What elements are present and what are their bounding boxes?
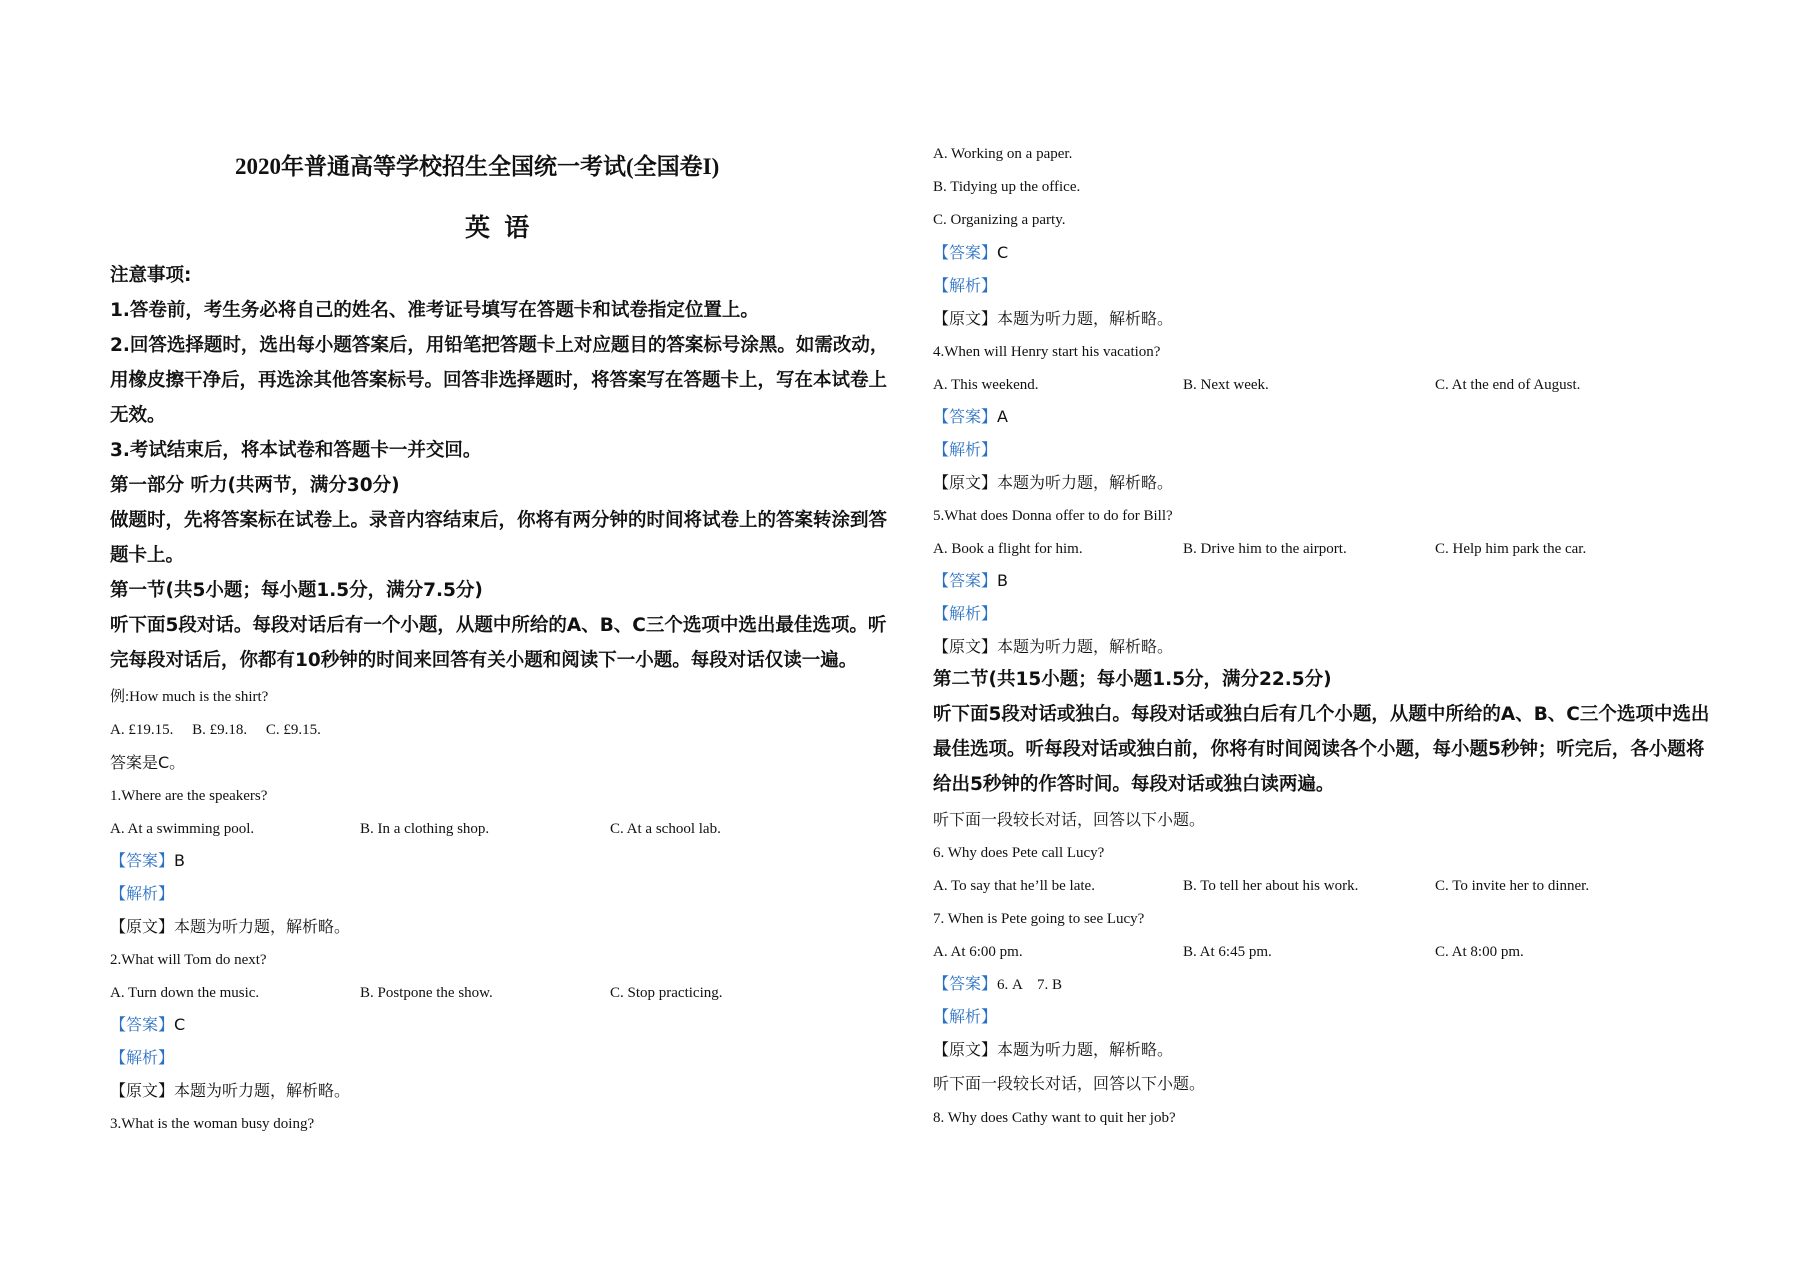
- original-text: 本题为听力题，解析略。: [174, 1081, 351, 1100]
- q1-stem: 1.Where are the speakers?: [110, 788, 268, 804]
- answer-value: 6. A 7. B: [997, 977, 1063, 993]
- q6-option-b: B. To tell her about his work.: [1183, 878, 1359, 894]
- q5-option-b: B. Drive him to the airport.: [1183, 541, 1347, 557]
- section2-instructions-line-1: 听下面5段对话或独白。每段对话或独白后有几个小题，从题中所给的A、B、C三个选项中选出: [933, 704, 1710, 725]
- original-label: 【原文】: [933, 309, 998, 328]
- notice-item-1: 1.答卷前，考生务必将自己的姓名、准考证号填写在答题卡和试卷指定位置上。: [110, 300, 759, 321]
- original-label: 【原文】: [933, 473, 998, 492]
- q5-stem: 5.What does Donna offer to do for Bill?: [933, 508, 1173, 524]
- q4-option-b: B. Next week.: [1183, 377, 1269, 393]
- example-options: A. £19.15. B. £9.18. C. £9.15.: [110, 722, 321, 738]
- answer-label: 【答案】: [933, 571, 998, 590]
- q4-option-a: A. This weekend.: [933, 377, 1039, 393]
- subject-title: 英 语: [465, 215, 534, 242]
- q7-option-c: C. At 8:00 pm.: [1435, 944, 1524, 960]
- notice-item-3: 3.考试结束后，将本试卷和答题卡一并交回。: [110, 440, 482, 461]
- answer-value: C: [174, 1015, 186, 1034]
- q6-7-answer: [933, 976, 1062, 993]
- notice-item-2-line-3: 无效。: [110, 405, 166, 426]
- exam-title: 2020年普通高等学校招生全国统一考试(全国卷I): [235, 154, 720, 179]
- q6-stem: 6. Why does Pete call Lucy?: [933, 845, 1105, 861]
- q7-option-b: B. At 6:45 pm.: [1183, 944, 1272, 960]
- q4-answer: [933, 409, 1008, 425]
- q5-analysis-label: 【解析】: [933, 604, 998, 623]
- dialog2-intro: 听下面一段较长对话，回答以下小题。: [933, 1074, 1206, 1093]
- example-question: 例:How much is the shirt?: [110, 689, 269, 705]
- section2-instructions-line-2: 最佳选项。听每段对话或独白前，你将有时间阅读各个小题，每小题5秒钟；听完后，各小题将: [933, 739, 1705, 760]
- q4-original: [933, 475, 1173, 491]
- q4-analysis-label: 【解析】: [933, 440, 998, 459]
- q6-7-analysis-label: 【解析】: [933, 1007, 998, 1026]
- original-text: 本题为听力题，解析略。: [174, 917, 351, 936]
- answer-label: 【答案】: [933, 974, 998, 993]
- original-label: 【原文】: [933, 1040, 998, 1059]
- q2-option-c: C. Stop practicing.: [610, 985, 723, 1001]
- q2-stem: 2.What will Tom do next?: [110, 952, 267, 968]
- q2-original: [110, 1083, 350, 1099]
- q3-analysis-label: 【解析】: [933, 276, 998, 295]
- original-text: 本题为听力题，解析略。: [997, 473, 1174, 492]
- part1-instructions-line-1: 做题时，先将答案标在试卷上。录音内容结束后，你将有两分钟的时间将试卷上的答案转涂到答: [110, 510, 888, 531]
- q1-option-c: C. At a school lab.: [610, 821, 721, 837]
- q3-original: [933, 311, 1173, 327]
- answer-label: 【答案】: [110, 1015, 175, 1034]
- q1-option-a: A. At a swimming pool.: [110, 821, 255, 837]
- original-label: 【原文】: [110, 917, 175, 936]
- q5-option-c: C. Help him park the car.: [1435, 541, 1587, 557]
- q6-7-original: [933, 1042, 1173, 1058]
- section1-instructions-line-2: 完每段对话后，你都有10秒钟的时间来回答有关小题和阅读下一小题。每段对话仅读一遍。: [110, 650, 858, 671]
- q5-answer: [933, 573, 1008, 589]
- section2-heading: 第二节(共15小题；每小题1.5分，满分22.5分): [933, 669, 1332, 690]
- q1-option-b: B. In a clothing shop.: [360, 821, 490, 837]
- q2-option-a: A. Turn down the music.: [110, 985, 260, 1001]
- q3-option-a: A. Working on a paper.: [933, 146, 1073, 162]
- q1-answer: [110, 853, 185, 869]
- answer-value: B: [997, 571, 1008, 590]
- example-answer: 答案是C。: [110, 753, 186, 772]
- q2-answer: [110, 1017, 185, 1033]
- answer-label: 【答案】: [110, 851, 175, 870]
- q6-option-a: A. To say that he’ll be late.: [933, 878, 1095, 894]
- original-text: 本题为听力题，解析略。: [997, 637, 1174, 656]
- section2-instructions-line-3: 给出5秒钟的作答时间。每段对话或独白读两遍。: [933, 774, 1335, 795]
- q6-option-c: C. To invite her to dinner.: [1435, 878, 1590, 894]
- section1-heading: 第一节(共5小题；每小题1.5分，满分7.5分): [110, 580, 483, 601]
- q3-option-b: B. Tidying up the office.: [933, 179, 1081, 195]
- q1-original: [110, 919, 350, 935]
- original-text: 本题为听力题，解析略。: [997, 309, 1174, 328]
- answer-value: A: [997, 407, 1008, 426]
- q2-analysis-label: 【解析】: [110, 1048, 175, 1067]
- q5-original: [933, 639, 1173, 655]
- part1-heading: 第一部分 听力(共两节，满分30分): [110, 475, 400, 496]
- answer-label: 【答案】: [933, 243, 998, 262]
- dialog1-intro: 听下面一段较长对话，回答以下小题。: [933, 810, 1206, 829]
- q1-analysis-label: 【解析】: [110, 884, 175, 903]
- q8-stem: 8. Why does Cathy want to quit her job?: [933, 1110, 1176, 1126]
- q3-option-c: C. Organizing a party.: [933, 212, 1066, 228]
- q3-stem: 3.What is the woman busy doing?: [110, 1116, 315, 1132]
- q2-option-b: B. Postpone the show.: [360, 985, 493, 1001]
- section1-instructions-line-1: 听下面5段对话。每段对话后有一个小题，从题中所给的A、B、C三个选项中选出最佳选项。听: [110, 615, 887, 636]
- q7-stem: 7. When is Pete going to see Lucy?: [933, 911, 1145, 927]
- original-text: 本题为听力题，解析略。: [997, 1040, 1174, 1059]
- original-label: 【原文】: [110, 1081, 175, 1100]
- q4-option-c: C. At the end of August.: [1435, 377, 1581, 393]
- answer-label: 【答案】: [933, 407, 998, 426]
- q3-answer: [933, 245, 1008, 261]
- answer-value: B: [174, 851, 185, 870]
- notice-item-2-line-1: 2.回答选择题时，选出每小题答案后，用铅笔把答题卡上对应题目的答案标号涂黑。如需改动，: [110, 335, 889, 356]
- q4-stem: 4.When will Henry start his vacation?: [933, 344, 1161, 360]
- notice-heading: 注意事项:: [110, 265, 192, 286]
- q5-option-a: A. Book a flight for him.: [933, 541, 1083, 557]
- notice-item-2-line-2: 用橡皮擦干净后，再选涂其他答案标号。回答非选择题时，将答案写在答题卡上，写在本试卷上: [110, 370, 888, 391]
- answer-value: C: [997, 243, 1009, 262]
- original-label: 【原文】: [933, 637, 998, 656]
- part1-instructions-line-2: 题卡上。: [110, 545, 185, 566]
- q7-option-a: A. At 6:00 pm.: [933, 944, 1023, 960]
